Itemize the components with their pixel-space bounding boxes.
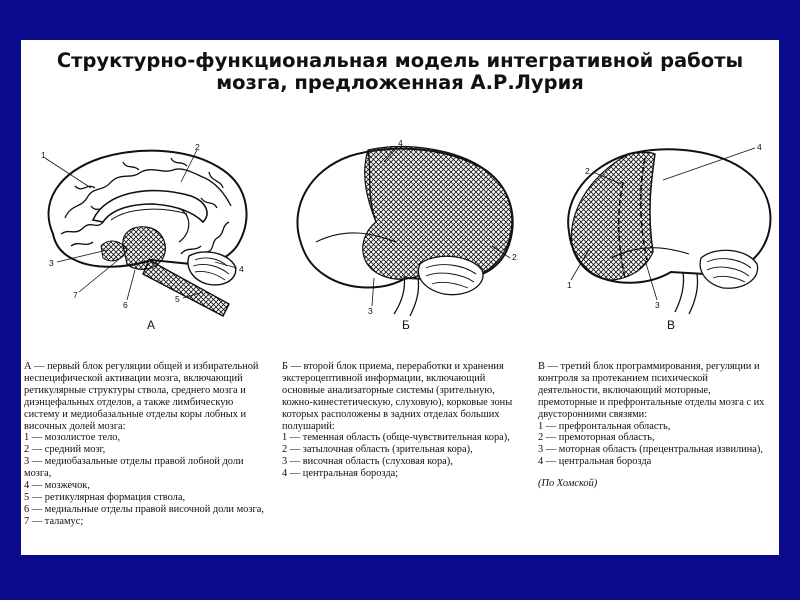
caption-b-intro: Б — второй блок приема, переработки и хранения экстероцептивной информации, включающий основные анализаторные системы (зрительную, кожно-кинестетическую, слуховую), корковые зоны которых расположены в задних отделах больших полушарий: (282, 361, 513, 432)
figure-a-illustration (31, 142, 271, 318)
caption-a (24, 361, 269, 528)
figure-a (31, 142, 271, 338)
slide-panel (21, 40, 779, 555)
caption-c-source: (По Хомской) (538, 478, 598, 490)
title-line-2: мозга, предложенная А.Р.Лурия (216, 71, 584, 94)
figure-a-number-5: 5 (175, 294, 180, 304)
figure-c-number-2: 2 (585, 166, 590, 176)
figure-b-label: Б (402, 318, 410, 332)
caption-b-item-4: 4 — центральная борозда; (282, 468, 399, 480)
caption-b (282, 361, 522, 480)
caption-a-item-3: 3 — медиобазальные отделы правой лобной доли мозга, (24, 456, 244, 480)
figure-b-number-2: 2 (512, 252, 517, 262)
figure-c-number-4: 4 (757, 142, 762, 152)
figure-a-number-2: 2 (195, 142, 200, 152)
caption-a-item-5: 5 — ретикулярная формация ствола, (24, 491, 186, 503)
caption-a-item-4: 4 — мозжечок, (24, 480, 90, 492)
figure-b-number-4: 4 (398, 138, 403, 148)
caption-c-intro: В — третий блок программирования, регуляции и контроля за протеканием психической деятельности, включающий моторные, премоторные и префронтальные отделы мозга с их двусторонними связями: (538, 361, 765, 420)
figure-a-number-3: 3 (49, 258, 54, 268)
caption-c-item-1: 1 — префронтальная область, (538, 420, 671, 432)
caption-c (538, 361, 770, 490)
figure-b (286, 138, 526, 338)
figure-c (551, 142, 777, 338)
caption-a-item-2: 2 — средний мозг, (24, 444, 106, 456)
figure-a-number-4: 4 (239, 264, 244, 274)
caption-c-item-3: 3 — моторная область (прецентральная извилина), (538, 444, 763, 456)
caption-b-item-3: 3 — височная область (слуховая кора), (282, 456, 453, 468)
caption-a-intro: А — первый блок регуляции общей и избирательной неспецифической активации мозга, включающий ретикулярные структуры ствола, среднего мозга и диэнцефальных отделов, а также лимбическую систему и медиобазальные отделы коры лобных и височных долей мозга: (24, 361, 259, 432)
caption-c-item-4: 4 — центральная борозда (538, 456, 652, 468)
figure-a-number-1: 1 (41, 150, 46, 160)
figure-c-number-3: 3 (655, 300, 660, 310)
caption-b-item-2: 2 — затылочная область (зрительная кора), (282, 444, 473, 456)
caption-a-item-1: 1 — мозолистое тело, (24, 432, 121, 444)
figure-a-number-6: 6 (123, 300, 128, 310)
slide-title (21, 50, 779, 94)
figure-b-number-3: 3 (368, 306, 373, 316)
figure-a-label: А (147, 318, 156, 332)
figure-c-label: В (667, 318, 676, 332)
title-line-1: Структурно-функциональная модель интегративной работы (56, 49, 744, 72)
figure-c-number-1: 1 (567, 280, 572, 290)
figure-a-number-7: 7 (73, 290, 78, 300)
caption-b-item-1: 1 — теменная область (обще-чувствительная кора), (282, 432, 510, 444)
caption-a-item-7: 7 — таламус; (24, 515, 84, 527)
figure-b-illustration (286, 142, 526, 318)
caption-a-item-6: 6 — медиальные отделы правой височной доли мозга, (24, 503, 264, 515)
caption-c-item-2: 2 — премоторная область, (538, 432, 655, 444)
